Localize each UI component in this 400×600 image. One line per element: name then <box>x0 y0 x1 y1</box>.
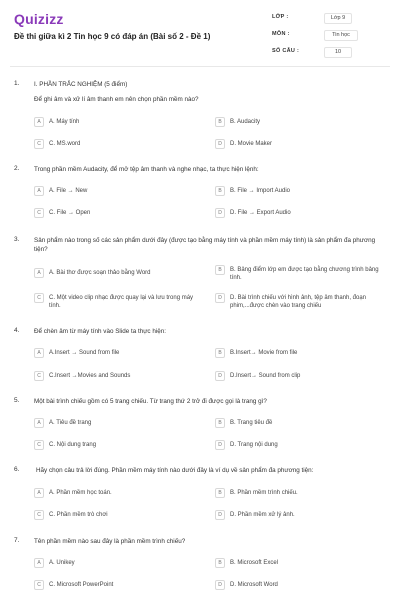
option-letter-box: C <box>34 208 44 218</box>
option-letter-box: D <box>215 580 225 590</box>
option-text: A. Bài thơ được soạn thảo bằng Word <box>49 270 151 276</box>
option-text: D. File → Export Audio <box>230 210 291 216</box>
option-c[interactable] <box>34 371 204 381</box>
option-letter-box: D <box>215 139 225 149</box>
option-text: D. Microsoft Word <box>230 582 278 588</box>
subject-value: Tin học <box>324 30 358 41</box>
option-text: C.Insert →Movies and Sounds <box>49 373 131 379</box>
option-text: A.Insert → Sound from file <box>49 350 120 356</box>
option-letter-box: A <box>34 348 44 358</box>
option-c[interactable] <box>34 208 204 218</box>
question-number: 7. <box>14 537 20 544</box>
option-a[interactable] <box>34 418 204 428</box>
question-text: Hãy chọn câu trả lời đúng. Phần mềm máy tính nào dưới đây là ví dụ về sản phẩm đa phương tiện: <box>36 467 314 474</box>
option-a[interactable] <box>34 348 204 358</box>
option-letter-box: B <box>215 418 225 428</box>
option-b[interactable] <box>215 265 385 282</box>
option-letter-box: B <box>215 488 225 498</box>
option-d[interactable] <box>215 208 385 218</box>
option-letter-box: C <box>34 293 44 303</box>
option-text: D. Phần mềm xử lý ảnh. <box>230 512 295 518</box>
option-text: B. Trang tiêu đề <box>230 420 273 426</box>
question-number: 5. <box>14 397 20 404</box>
option-text: B. Audacity <box>230 119 261 125</box>
option-text: A. Tiêu đề trang <box>49 420 92 426</box>
quizizz-logo: Quizizz <box>14 11 64 27</box>
header-divider <box>10 66 390 67</box>
option-b[interactable] <box>215 117 385 127</box>
option-text: A. Máy tính <box>49 119 80 125</box>
option-letter-box: A <box>34 186 44 196</box>
option-text: D. Bài trình chiếu với hình ảnh, tệp âm thanh, đoạn phim,...được chèn vào trang chiếu <box>230 295 367 309</box>
option-a[interactable] <box>34 488 204 498</box>
option-a[interactable] <box>34 117 204 127</box>
option-text: C. Microsoft PowerPoint <box>49 582 114 588</box>
option-letter-box: C <box>34 139 44 149</box>
option-text: B. Phần mềm trình chiếu. <box>230 490 298 496</box>
option-letter-box: D <box>215 440 225 450</box>
question-text: Sản phẩm nào trong số các sản phẩm dưới đây (được tạo bằng máy tính và phần mềm máy tính) là sản phẩm đa phương tiện? <box>34 237 376 253</box>
option-a[interactable] <box>34 186 204 196</box>
option-letter-box: A <box>34 558 44 568</box>
option-letter-box: A <box>34 418 44 428</box>
worksheet-title: Đề thi giữa kì 2 Tin học 9 có đáp án (Bài số 2 - Đề 1) <box>14 32 211 41</box>
option-text: D. Trang nội dung <box>230 442 278 448</box>
option-c[interactable] <box>34 139 204 149</box>
question-number: 1. <box>14 80 20 87</box>
class-value: Lớp 9 <box>324 13 352 24</box>
question-count-value: 10 <box>324 47 352 58</box>
question-number: 2. <box>14 165 20 172</box>
option-text: C. File → Open <box>49 210 91 216</box>
option-text: A. File → New <box>49 188 88 194</box>
option-text: C. Nội dung trang <box>49 442 97 448</box>
option-text: B. Microsoft Excel <box>230 560 279 566</box>
option-c[interactable] <box>34 580 204 590</box>
worksheet-meta <box>272 12 390 63</box>
worksheet-header <box>0 0 400 64</box>
question-text: I. PHẦN TRẮC NGHIỆM (5 điểm) <box>34 81 128 88</box>
option-letter-box: B <box>215 348 225 358</box>
question-number: 4. <box>14 327 20 334</box>
option-d[interactable] <box>215 371 385 381</box>
option-letter-box: B <box>215 265 225 275</box>
option-d[interactable] <box>215 293 385 310</box>
option-b[interactable] <box>215 348 385 358</box>
option-c[interactable] <box>34 510 204 520</box>
question-text: Để chèn âm từ máy tính vào Slide ta thực hiện: <box>34 328 166 335</box>
class-row <box>272 12 390 26</box>
option-text: C. Một video clip nhạc được quay lại và lưu trong máy tính. <box>49 295 194 309</box>
option-text: C. MS.word <box>49 141 81 147</box>
option-letter-box: D <box>215 208 225 218</box>
question-text: Một bài trình chiếu gồm có 5 trang chiếu. Từ trang thứ 2 trở đi được gọi là trang gì? <box>34 398 267 405</box>
question-number: 6. <box>14 466 20 473</box>
option-letter-box: A <box>34 488 44 498</box>
option-letter-box: C <box>34 440 44 450</box>
option-text: D.Insert→ Sound from clip <box>230 373 301 379</box>
option-letter-box: C <box>34 580 44 590</box>
option-d[interactable] <box>215 510 385 520</box>
option-d[interactable] <box>215 440 385 450</box>
option-d[interactable] <box>215 139 385 149</box>
option-text: B. File → Import Audio <box>230 188 291 194</box>
option-b[interactable] <box>215 488 385 498</box>
option-a[interactable] <box>34 268 204 278</box>
option-a[interactable] <box>34 558 204 568</box>
option-text: B. Bảng điểm lớp em được tạo bằng chương trình bảng tính. <box>230 267 379 281</box>
option-letter-box: D <box>215 293 225 303</box>
subject-row <box>272 29 390 43</box>
option-letter-box: B <box>215 186 225 196</box>
option-letter-box: A <box>34 117 44 127</box>
option-text: D. Movie Maker <box>230 141 273 147</box>
option-letter-box: A <box>34 268 44 278</box>
option-letter-box: C <box>34 510 44 520</box>
option-text: A. Unikey <box>49 560 75 566</box>
option-text: A. Phần mềm học toán. <box>49 490 112 496</box>
option-letter-box: D <box>215 371 225 381</box>
option-text: B.Insert→ Movie from file <box>230 350 298 356</box>
question-subtext: Để ghi âm và xử lí âm thanh em nên chọn phần mềm nào? <box>34 96 199 103</box>
option-b[interactable] <box>215 558 385 568</box>
option-letter-box: B <box>215 117 225 127</box>
question-count-label: SỐ CÂU : <box>272 48 300 54</box>
subject-label: MÔN : <box>272 31 290 37</box>
option-c[interactable] <box>34 293 204 310</box>
question-text: Trong phần mềm Audacity, để mở tệp âm thanh và nghe nhạc, ta thực hiện lệnh: <box>34 166 259 173</box>
option-letter-box: C <box>34 371 44 381</box>
option-b[interactable] <box>215 186 385 196</box>
question-count-row <box>272 46 390 60</box>
option-c[interactable] <box>34 440 204 450</box>
option-b[interactable] <box>215 418 385 428</box>
option-letter-box: B <box>215 558 225 568</box>
question-text: Tên phần mềm nào sau đây là phần mềm trình chiếu? <box>34 538 186 545</box>
question-number: 3. <box>14 236 20 243</box>
class-label: LỚP : <box>272 14 289 20</box>
option-text: C. Phần mềm trò chơi <box>49 512 108 518</box>
option-letter-box: D <box>215 510 225 520</box>
option-d[interactable] <box>215 580 385 590</box>
